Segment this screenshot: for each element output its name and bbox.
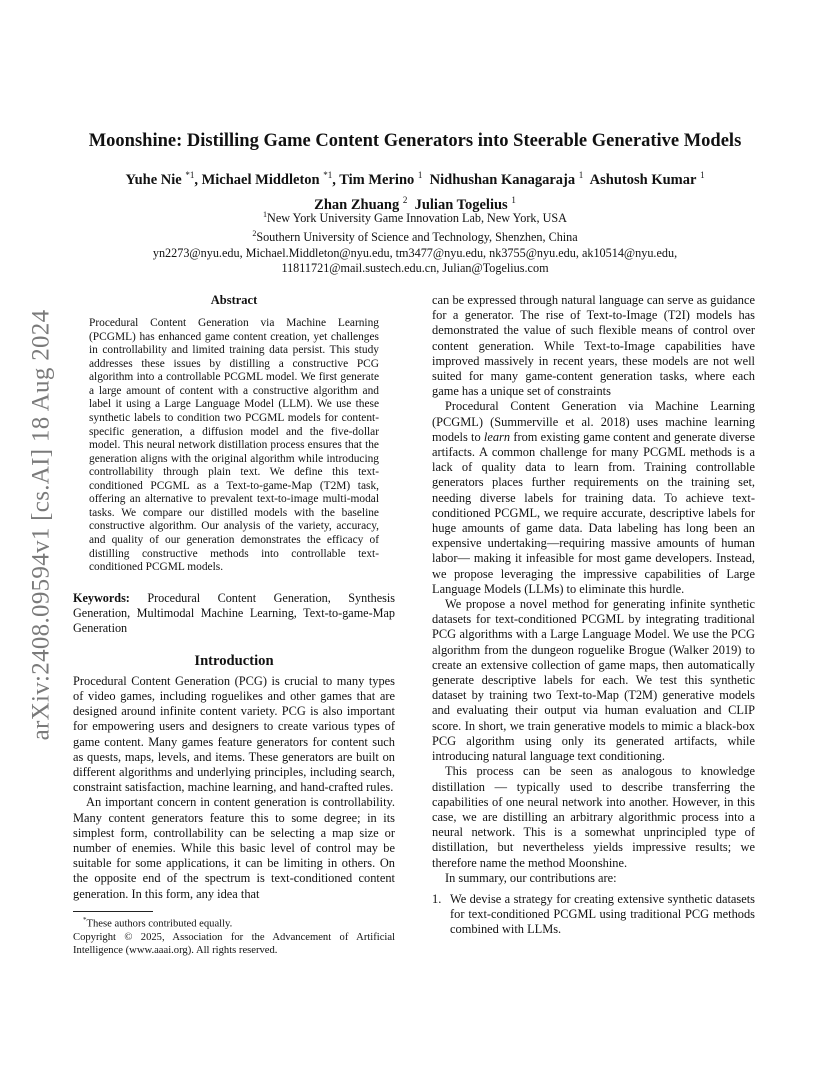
affiliations: [70, 207, 760, 277]
paragraph: In summary, our contributions are:: [445, 870, 617, 885]
abstract-text: Procedural Content Generation via Machine Learning (PCGML) has enhanced game content creation, yet challenges in controllability and limited training data persist. This study addresses these issues by distilling a constructive PCG algorithm into a controllable PCGML model. We first generate a large amount of content with a constructive algorithm and label it using a Large Language Model (LLM). We use these synthetic labels to condition two PCGML models for content-specific generation, a diffusion model and the five-dollar model. This neural network distillation process ensures that the generation aligns with the original algorithm while introducing controllability through plain text. We define this text-conditioned PCGML as a Text-to-game-Map (T2M) task, offering an alternative to prevalent text-to-image multi-modal tasks. We compare our distilled models with the baseline constructive algorithm. Our analysis of the variety, accuracy, and quality of our generation demonstrates the efficacy of distilling constructive methods into controllable text-conditioned PCGML models.: [89, 317, 379, 574]
footnotes: [73, 914, 395, 957]
paragraph: can be expressed through natural language can serve as guidance for a generator. The rise of Text-to-Image (T2I) models has demonstrated the value of such flexible means of control over content generation. While Text-to-Image capabilities have improved massively in recent years, these models are not well suited for many game-content generation tasks, where each game has a unique set of constraints: [432, 293, 755, 399]
paragraph: An important concern in content generation is controllability. Many content generators feature this to some degree; in its simplest form, controllability can be selecting a map size or number of enemies. While this basic level of control may be suitable for some applications, it can be limiting in others. On the opposite end of the spectrum is text-conditioned content generation. In this form, any idea that: [73, 795, 395, 901]
author: Zhan Zhuang: [314, 196, 400, 213]
arxiv-stamp: [22, 290, 60, 760]
author-mark: 1: [511, 194, 516, 205]
affiliation: [70, 207, 760, 226]
author-mark: 1: [700, 170, 705, 180]
email-line: yn2273@nyu.edu, Michael.Middleton@nyu.edu, tm3477@nyu.edu, nk3755@nyu.edu, ak10514@nyu.edu,: [152, 245, 678, 260]
author: Julian Togelius: [414, 196, 508, 213]
paragraph: Procedural Content Generation (PCG) is crucial to many types of video games, including roguelikes and other games that are designed around infinite content variety. PCG is also important for empowering users and designers to create various types of game content. Many games feature generators for content such as quests, maps, levels, and items. These generators are built on different algorithms and underlying principles, including search, constraint satisfaction, machine learning, and hand-crafted rules.: [73, 673, 395, 795]
paragraph: This process can be seen as analogous to knowledge distillation — typically used to describe transferring the capabilities of one neural network into another. However, in this case, we are distilling an arbitrary algorithmic process into a neural network. This is a somewhat unprincipled type of distillation, but nevertheless yields impressive results; we therefore name the method Moonshine.: [432, 764, 755, 870]
paper-title: Moonshine: Distilling Game Content Generators into Steerable Generative Models: [88, 131, 742, 151]
author: Ashutosh Kumar: [589, 171, 697, 188]
footnote-rule: [73, 911, 153, 912]
paragraph: We propose a novel method for generating infinite synthetic datasets for text-conditioned PCGML by integrating traditional PCG algorithms with a Large Language Model. We use the PCG algorithm from the dungeon roguelike Brogue (Walker 2019) to create an extensive collection of game maps, then automatically generate descriptive labels for each. We test this synthetic dataset by training two Text-to-Map (T2M) generative models and evaluating their output via human evaluation and CLIP score. In short, we train generative models to mimic a black-box PCG algorithm using only its generated artifacts, while introducing natural language text conditioning.: [432, 597, 755, 764]
author-mark: 1: [417, 170, 423, 180]
arxiv-stamp-text: arXiv:2408.09594v1 [cs.AI] 18 Aug 2024: [27, 309, 55, 741]
contributions-list: [432, 892, 755, 938]
author-mark: *1: [185, 170, 195, 180]
affiliation-text: New York University Game Innovation Lab, New York, USA: [267, 211, 567, 226]
author-mark: *1: [323, 170, 333, 180]
emphasis: learn: [483, 429, 511, 444]
affiliation: [70, 226, 760, 245]
affiliation-mark: 1: [263, 210, 268, 219]
affiliation-mark: 2: [252, 229, 257, 239]
keywords: [73, 591, 395, 636]
author: Nidhushan Kanagaraja: [429, 171, 576, 188]
keywords-text: Procedural Content Generation, Synthesis Generation, Multimodal Machine Learning, Text-to-game-Map Generation: [73, 590, 395, 635]
list-text: We devise a strategy for creating extensive synthetic datasets for text-conditioned PCGML using traditional PCG methods combined with LLMs.: [450, 891, 755, 937]
left-column: [73, 293, 395, 902]
footnote-mark: *: [83, 916, 87, 924]
keywords-label: Keywords:: [73, 590, 130, 605]
list-number: 1.: [432, 891, 442, 906]
paragraph-text: Procedural Content Generation via Machine Learning (PCGML) (Summerville et al. 2018) uses machine learning models to: [432, 399, 755, 444]
author: Tim Merino: [339, 171, 415, 188]
abstract-heading: Abstract: [210, 293, 258, 307]
footnote-text: These authors contributed equally.: [86, 918, 233, 930]
author-list: Yuhe Nie $^{*1}$, Michael Middleton $^{*1}$, Tim Merino $^1$ Nidhushan Kanagaraja $^1$ Ashutosh Kumar $^1$ Zhan Zhuang $^2$ Julian Togelius $^1$: [125, 170, 705, 213]
affiliation-text: Southern University of Science and Technology, Shenzhen, China: [256, 230, 578, 245]
footnote-equal: [73, 914, 395, 931]
author-mark: 2: [402, 194, 408, 205]
right-column: [432, 293, 755, 938]
paragraph-text: from existing game content and generate diverse artifacts. A common challenge for many PCGML methods is a lack of quality data to learn from. Training controllable generators places further requirements on the training set, needing diverse labels for training data. To achieve text-conditioned PCGML, we require accurate, descriptive labels for huge amounts of game data. Data labeling has long been an expensive undertaking—requiring massive amounts of human labor— making it infeasible for most game developers. Instead, we propose leveraging the impressive capabilities of Large Language Models (LLMs) to eliminate this hurdle.: [432, 429, 755, 596]
author: Yuhe Nie: [125, 171, 182, 188]
introduction-heading: Introduction: [194, 652, 274, 669]
email-line: 11811721@mail.sustech.edu.cn, Julian@Togelius.com: [281, 261, 549, 276]
paragraph: [432, 399, 755, 597]
author: Michael Middleton: [201, 171, 320, 188]
author-mark: 1: [578, 170, 584, 180]
list-item: [432, 892, 755, 938]
copyright-notice: Copyright © 2025, Association for the Advancement of Artificial Intelligence (www.aaai.org). All rights reserved.: [73, 931, 395, 956]
